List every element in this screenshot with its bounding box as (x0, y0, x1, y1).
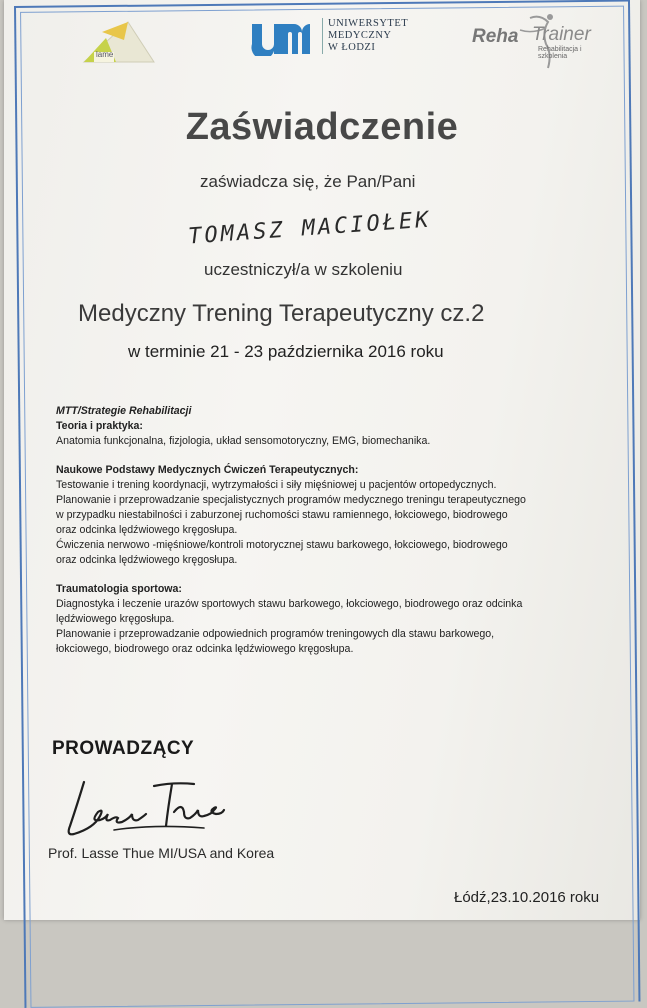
rehatrainer-logo (472, 12, 612, 72)
program-line: lędźwiowego kręgosłupa. (56, 613, 175, 625)
program-line: Planowanie i przeprowadzanie specjalistycznych programów medycznego treningu terapeutycznego (56, 494, 526, 506)
training-program (56, 404, 616, 657)
program-line: oraz odcinka lędźwiowego kręgosłupa. (56, 554, 238, 566)
program-line: w przypadku niestabilności i zaburzonej ruchomości stawu ramiennego, łokciowego, biodrowego (56, 509, 508, 521)
course-title: Medyczny Trening Terapeutyczny cz.2 (78, 300, 485, 327)
participation-line: uczestniczył/a w szkoleniu (204, 260, 403, 279)
place-date: Łódź,23.10.2016 roku (454, 889, 600, 906)
reha-subtitle: Rehabilitacja i szkolenia (538, 46, 582, 60)
certificate-sheet (4, 0, 640, 920)
university-logo (250, 18, 430, 60)
certificate-title: Zaświadczenie (185, 106, 459, 148)
um-monogram-icon (250, 22, 312, 56)
program-line: Testowanie i trening koordynacji, wytrzymałości i siły mięśniowej u pacjentów ortopedycznych. (56, 479, 497, 491)
program-line: oraz odcinka lędźwiowego kręgosłupa. (56, 524, 238, 536)
lame-logo-text: lame (96, 50, 114, 59)
course-term: w terminie 21 - 23 października 2016 roku (128, 342, 444, 361)
participant-name: TOMASZ MACIOŁEK (187, 207, 433, 250)
program-line: Planowanie i przeprowadzanie odpowiednich programów treningowych dla stawu barkowego, (56, 628, 495, 640)
program-line: Ćwiczenia nerwowo -mięśniowe/kontroli motorycznej stawu barkowego, łokciowego, biodrowego (56, 539, 508, 551)
program-line: Anatomia funkcjonalna, fizjologia, układ sensomotoryczny, EMG, biomechanika. (56, 435, 431, 447)
university-name: UNIWERSYTET MEDYCZNY W ŁODZI (322, 18, 408, 54)
section-heading: MTT/Strategie Rehabilitacji (56, 405, 192, 417)
signer-name: Prof. Lasse Thue MI/USA and Korea (48, 845, 275, 861)
signature-image (54, 772, 234, 844)
lame-logo (76, 18, 156, 66)
program-line: Diagnostyka i leczenie urazów sportowych stawu barkowego, łokciowego, biodrowego oraz odcinka (56, 598, 523, 610)
section-heading: Traumatologia sportowa: (56, 583, 182, 595)
intro-line: zaświadcza się, że Pan/Pani (200, 172, 416, 191)
lead-heading: PROWADZĄCY (52, 738, 195, 759)
trainer-wordmark: Trainer (532, 24, 591, 45)
program-line: łokciowego, biodrowego oraz odcinka lędźwiowego kręgosłupa. (56, 643, 354, 655)
section-subheading: Teoria i praktyka: (56, 420, 143, 432)
section-heading: Naukowe Podstawy Medycznych Ćwiczeń Terapeutycznych: (56, 464, 359, 476)
reha-wordmark: Reha (472, 26, 519, 47)
